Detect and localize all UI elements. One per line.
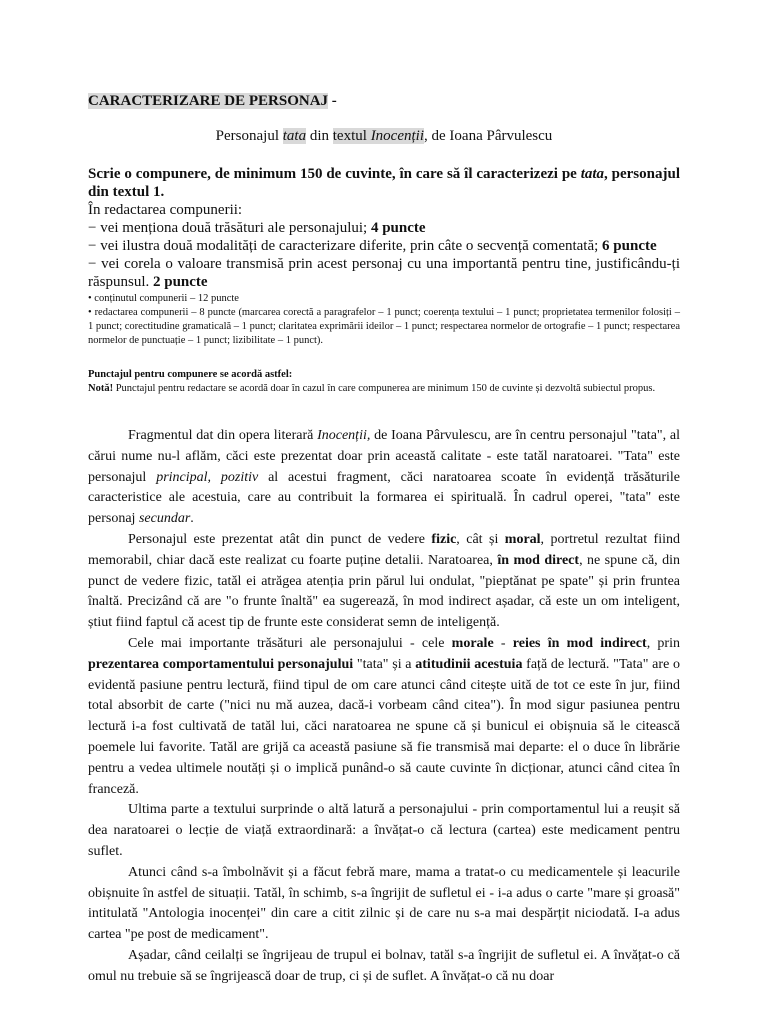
scoring-note	[88, 368, 680, 396]
essay-text: morale	[451, 635, 494, 651]
essay-text: de Ioana Pârvulescu, are în centru personajul "tata", al cărui nume nu-l aflăm, căci este prezentat doar prin această calitate - este tatăl naratoarei. "Tata" este personajul	[88, 428, 680, 485]
essay-text: în mod direct	[497, 552, 580, 568]
note-label: Notă!	[88, 383, 114, 394]
criterion-content: • conținutul compunerii – 12 puncte	[88, 293, 239, 304]
note-text: Punctajul pentru redactare se acordă doar în cazul în care compunerea are minimum 150 de cuvinte și dezvoltă subiectul propus.	[113, 383, 656, 394]
subtitle-text: Personajul	[215, 128, 283, 144]
essay-text: , ne spune că, din punct de vedere fizic, tatăl ei atrăgea atenția prin părul lui ondulat, "pieptănat pe spate" și prin fruntea înaltă. Precizând că are "o frunte înaltă" ea sugerează, în mod indirect așadar, că este un om inteligent, știut fiind faptul că acest tip de frunte este considerat semn de inteligență.	[88, 552, 681, 631]
requirement-item	[88, 255, 680, 291]
essay-text: -	[493, 635, 513, 651]
title-dash: -	[328, 93, 337, 109]
subtitle-text: din	[306, 128, 333, 144]
essay-paragraph	[88, 530, 680, 634]
essay-text: față de lectură. "Tata" are o evidentă pasiune pentru lectură, fiind tipul de om care atunci când citește uită de tot ce este în jur, fiind total absorbit de carte ("nici nu mă auzea, dacă-i vorbeam când citea"). În mod sigur pasiunea pentru lectură i-a fost cultivată de tatăl lui, căci naratoarea ne spune că și bunicul ei obișnuia să le citească poemele lui favorite. Tatăl are grijă ca această pasiune să fie transmisă mai departe: el o duce în librărie pentru a vedea ultimele noutăți și o implică punând-o să caute cuvinte în dicționar, atunci când citea în franceză.	[88, 656, 681, 797]
subtitle-text: textul	[332, 128, 371, 144]
requirement-text: − vei menționa două trăsături ale personajului;	[88, 220, 371, 236]
essay-text: .	[190, 511, 194, 527]
essay-text: Cele mai importante trăsături ale personajului - cele	[128, 635, 452, 651]
subtitle-character: tata	[282, 128, 307, 144]
essay-text: , prin	[646, 635, 680, 651]
requirement-item	[88, 237, 680, 255]
essay-text: principal, pozitiv	[156, 469, 259, 485]
subtitle-author: , de Ioana Pârvulescu	[424, 128, 553, 144]
essay-text: Personajul este prezentat atât din punct de vedere	[128, 531, 432, 547]
essay-text: prezentarea comportamentului personajului	[88, 656, 354, 672]
task-requirements	[88, 165, 680, 291]
essay-text: reies în mod indirect	[512, 635, 647, 651]
scoring-heading: Punctajul pentru compunere se acordă astfel:	[88, 369, 293, 380]
requirement-points: 2 puncte	[153, 274, 208, 290]
essay-text: al acestui fragment, căci naratoarea scoate în evidență trăsăturile caracteristice ale acestuia, care au contribuit la formarea ei spirituală. În cadrul operei, "tata" este personaj	[88, 469, 680, 527]
essay-paragraph	[88, 426, 680, 530]
requirement-points: 6 puncte	[602, 238, 657, 254]
task-text: Scrie o compunere, de minimum 150 de cuvinte, în care să îl caracterizezi pe	[88, 166, 581, 182]
note-line	[88, 382, 680, 396]
document-title	[88, 93, 337, 110]
subtitle-work-title: Inocenții	[370, 128, 425, 144]
essay-text: moral	[504, 531, 541, 547]
essay-text: atitudinii acestuia	[415, 656, 523, 672]
essay-text: fizic	[431, 531, 457, 547]
document-subtitle	[88, 128, 680, 145]
requirement-text: − vei ilustra două modalități de caracterizare diferite, prin câte o secvență comentată;	[88, 238, 603, 254]
requirements-intro: În redactarea compunerii:	[88, 202, 243, 218]
title-highlight: CARACTERIZARE DE PERSONAJ	[88, 93, 329, 109]
essay-paragraph: Așadar, când ceilalți se îngrijeau de trupul ei bolnav, tatăl s-a îngrijit de sufletul ei. A învățat-o că omul nu trebuie să se îngrijească doar de trup, ci și de suflet. A învățat-o că nu doar	[88, 947, 680, 984]
essay-paragraph	[88, 634, 680, 800]
essay-text: "tata" și a	[353, 656, 416, 672]
essay-text: Inocenții,	[317, 428, 371, 443]
task-text: tata	[580, 166, 605, 182]
scoring-criteria	[88, 292, 680, 348]
essay-text: , portretul rezultat fiind memorabil, chiar dacă este realizat cu foarte puține detalii. Naratoarea,	[88, 531, 680, 568]
essay-text: , cât și	[456, 531, 505, 547]
task-statement	[88, 165, 680, 201]
requirement-text: − vei corela o valoare transmisă prin acest personaj cu una importantă pentru tine, justificându-ți răspunsul.	[88, 256, 680, 290]
essay-text: secundar	[138, 511, 191, 527]
requirement-points: 4 puncte	[370, 220, 426, 236]
requirement-item	[88, 219, 680, 237]
essay-text: Fragmentul dat din opera literară	[128, 428, 318, 443]
essay-paragraph: Atunci când s-a îmbolnăvit și a făcut febră mare, mama a tratat-o cu medicamentele și leacurile obișnuite în astfel de situații. Tatăl, în schimb, s-a îngrijit de sufletul ei - i-a adus o carte "mare și groasă" intitulată "Antologia inocenței" din care a citit zilnic și de care nu s-a mai despărțit niciodată. I-a adus cartea "pe post de medicament".	[88, 864, 680, 943]
task-text: , personajul din textul 1.	[88, 166, 680, 200]
criterion-writing: • redactarea compunerii – 8 puncte (marcarea corectă a paragrafelor – 1 punct; coerența textului – 1 punct; proprietatea termenilor folosiți – 1 punct; corectitudine gramaticală – 1 punct; claritatea exprimării ideilor – 1 punct; respectarea normelor de ortografie – 1 punct; respectarea normelor de punctuație – 1 punct; lizibilitate – 1 punct).	[88, 307, 680, 346]
essay-paragraph: Ultima parte a textului surprinde o altă latură a personajului - prin comportamentul lui a reușit să dea naratoarei o lecție de viață extraordinară: a învățat-o că lectura (cartea) este medicament pentru suflet.	[88, 802, 680, 859]
essay-body	[88, 426, 680, 988]
